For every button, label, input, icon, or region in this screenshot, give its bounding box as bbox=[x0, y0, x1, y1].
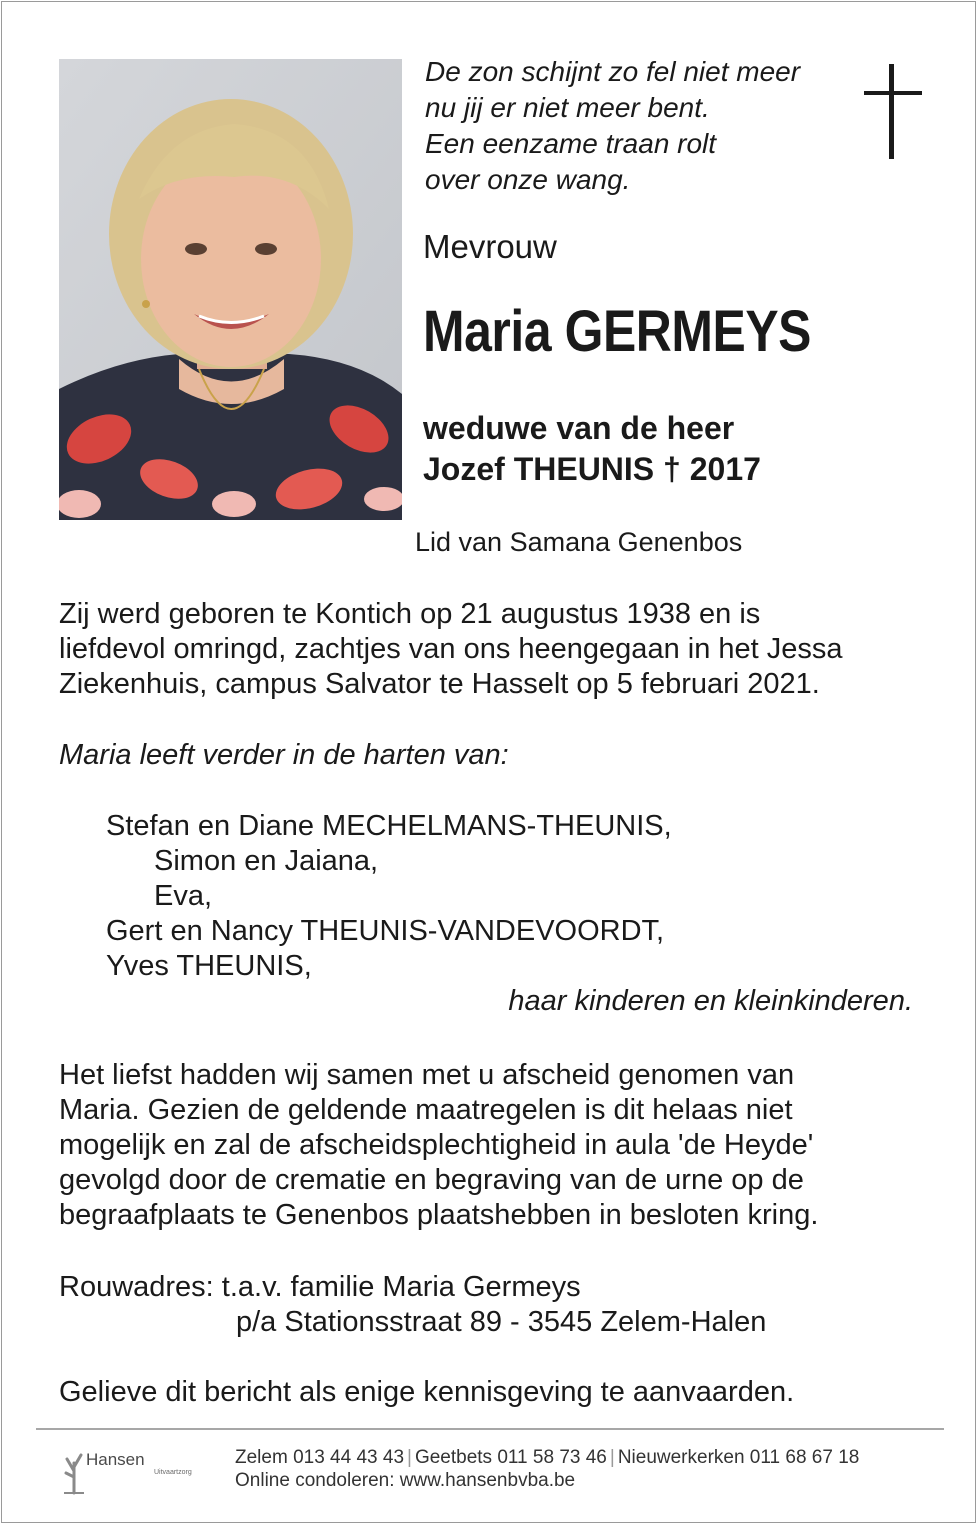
paragraph-line: Ziekenhuis, campus Salvator te Hasselt op 5 februari 2021. bbox=[59, 668, 820, 700]
online-condolence: Online condoleren: www.hansenbvba.be bbox=[235, 1470, 576, 1491]
portrait-photo bbox=[59, 59, 402, 520]
poem-line: Een eenzame traan rolt bbox=[425, 128, 717, 159]
office-phone: Geetbets 011 58 73 46 bbox=[414, 1447, 607, 1468]
office-phone: Zelem 013 44 43 43 bbox=[235, 1447, 405, 1468]
family-member: Gert en Nancy THEUNIS-VANDEVOORDT, bbox=[106, 915, 665, 947]
poem-line: over onze wang. bbox=[425, 164, 631, 195]
paragraph-line: begraafplaats te Genenbos plaatshebben in besloten kring. bbox=[59, 1199, 819, 1231]
tree-icon bbox=[62, 1445, 86, 1495]
office-phones: Zelem 013 44 43 43 | Geetbets 011 58 73 46 | Nieuwerkerken 011 68 67 18 bbox=[235, 1447, 860, 1468]
office-phone: Nieuwerkerken 011 68 67 18 bbox=[617, 1447, 860, 1468]
widow-line: weduwe van de heer bbox=[423, 410, 735, 446]
family-member: Stefan en Diane MECHELMANS-THEUNIS, bbox=[106, 810, 672, 842]
family-signature: haar kinderen en kleinkinderen. bbox=[508, 985, 913, 1017]
footer-divider bbox=[36, 1428, 944, 1430]
widow-of bbox=[423, 408, 761, 490]
paragraph-line: Maria. Gezien de geldende maatregelen is dit helaas niet bbox=[59, 1094, 793, 1126]
paragraph-line: Het liefst hadden wij samen met u afscheid genomen van bbox=[59, 1059, 795, 1091]
ceremony-paragraph bbox=[59, 1058, 818, 1233]
cross-icon bbox=[864, 64, 922, 159]
paragraph-line: liefdevol omringd, zachtjes van ons heengegaan in het Jessa bbox=[59, 633, 843, 665]
closing-notice: Gelieve dit bericht als enige kennisgeving te aanvaarden. bbox=[59, 1376, 795, 1408]
birth-paragraph bbox=[59, 597, 843, 702]
family-intro: Maria leeft verder in de harten van: bbox=[59, 739, 509, 771]
poem-line: De zon schijnt zo fel niet meer bbox=[425, 56, 801, 87]
salutation: Mevrouw bbox=[423, 228, 557, 265]
family-member: Yves THEUNIS, bbox=[106, 950, 312, 982]
family-member: Simon en Jaiana, bbox=[154, 845, 379, 877]
footer-contact bbox=[235, 1446, 859, 1492]
paragraph-line: Zij werd geboren te Kontich op 21 augustus 1938 en is bbox=[59, 598, 761, 630]
deceased-name: Maria GERMEYS bbox=[423, 299, 812, 364]
membership: Lid van Samana Genenbos bbox=[415, 527, 743, 557]
family-member: Eva, bbox=[154, 880, 213, 912]
hansen-logo bbox=[58, 1443, 208, 1498]
widow-line: Jozef THEUNIS † 2017 bbox=[423, 451, 761, 487]
poem bbox=[425, 54, 800, 198]
mourning-address-line: Rouwadres: t.a.v. familie Maria Germeys bbox=[59, 1271, 581, 1303]
logo-subtitle: Uitvaartzorg bbox=[154, 1469, 192, 1476]
poem-line: nu jij er niet meer bent. bbox=[425, 92, 710, 123]
logo-name: Hansen bbox=[86, 1450, 145, 1469]
paragraph-line: mogelijk en zal de afscheidsplechtigheid in aula 'de Heyde' bbox=[59, 1129, 814, 1161]
paragraph-line: gevolgd door de crematie en begraving van de urne op de bbox=[59, 1164, 804, 1196]
mourning-address-line: p/a Stationsstraat 89 - 3545 Zelem-Halen bbox=[236, 1306, 767, 1338]
